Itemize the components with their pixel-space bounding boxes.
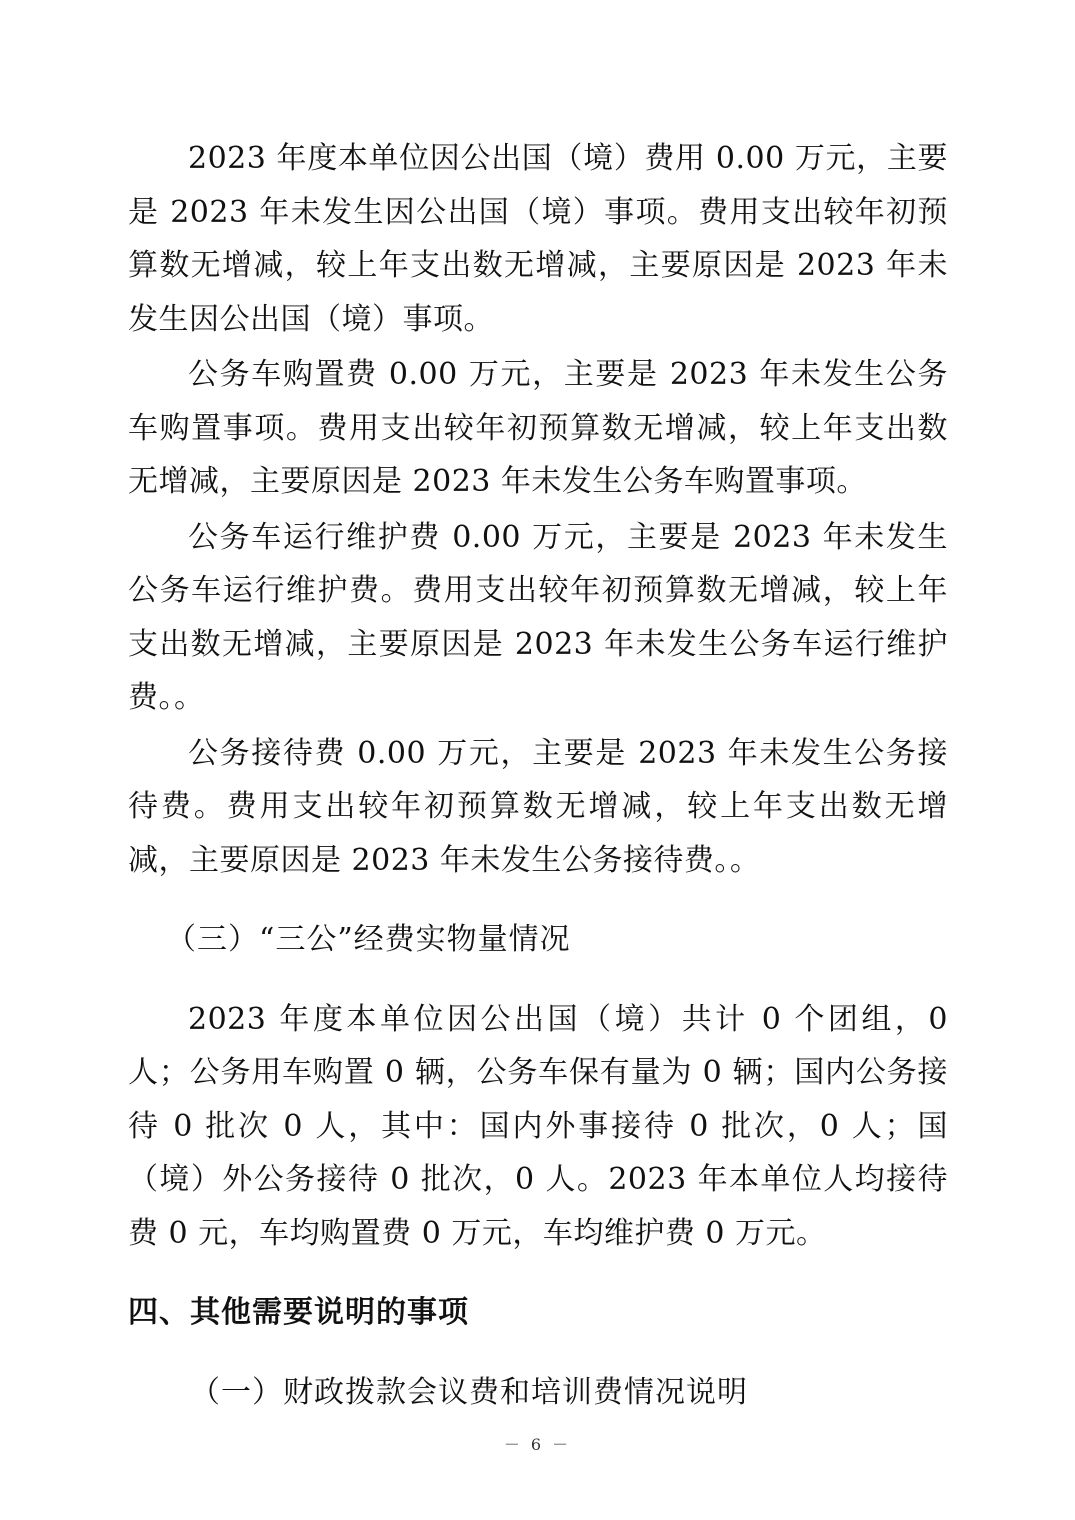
subheading-meeting-training: （一）财政拨款会议费和培训费情况说明 bbox=[190, 1374, 748, 1410]
paragraph-vehicle-maintenance: 公务车运行维护费 0.00 万元，主要是 2023 年未发生公务车运行维护费。费用支出较年初预算数无增减，较上年支出数无增减，主要原因是 2023 年未发生公务车运行维护费。。 bbox=[128, 519, 948, 715]
page-content bbox=[128, 132, 948, 1419]
paragraph-overseas-travel: 2023 年度本单位因公出国（境）费用 0.00 万元，主要是 2023 年未发生因公出国（境）事项。费用支出较年初预算数无增减，较上年支出数无增减，主要原因是 2023 年未发生因公出国（境）事项。 bbox=[128, 141, 948, 337]
section-heading-other-matters: 四、其他需要说明的事项 bbox=[128, 1295, 469, 1330]
paragraph-vehicle-purchase: 公务车购置费 0.00 万元，主要是 2023 年未发生公务车购置事项。费用支出较年初预算数无增减，较上年支出数无增减，主要原因是 2023 年未发生公务车购置事项。 bbox=[128, 357, 948, 499]
page-number: － 6 － bbox=[503, 1435, 572, 1454]
subheading-physical-quantities: （三）“三公”经费实物量情况 bbox=[166, 922, 571, 957]
paragraph-reception: 公务接待费 0.00 万元，主要是 2023 年未发生公务接待费。费用支出较年初预算数无增减，较上年支出数无增减，主要原因是 2023 年未发生公务接待费。。 bbox=[128, 735, 948, 878]
paragraph-quantities: 2023 年度本单位因公出国（境）共计 0 个团组，0 人；公务用车购置 0 辆，公务车保有量为 0 辆；国内公务接待 0 批次 0 人，其中：国内外事接待 0 批次，0 人；国（境）外公务接待 0 批次，0 人。2023 年本单位人均接待费 0 元，车均购置费 0 万元，车均维护费 0 万元。 bbox=[128, 1001, 948, 1251]
